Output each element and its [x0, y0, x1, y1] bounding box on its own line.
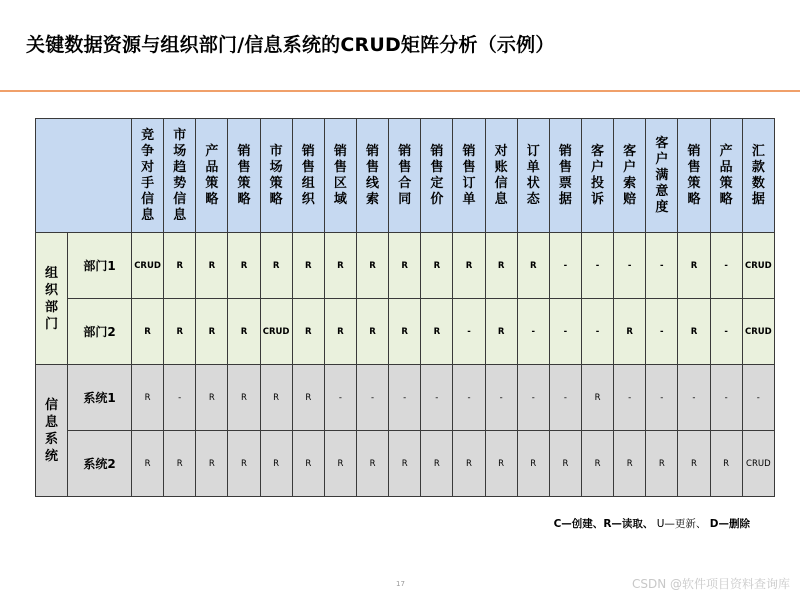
matrix-cell: R: [228, 431, 260, 497]
matrix-cell: -: [646, 233, 678, 299]
matrix-cell: R: [164, 431, 196, 497]
matrix-cell: -: [517, 365, 549, 431]
legend-delete: D—删除: [709, 518, 750, 530]
matrix-cell: -: [453, 365, 485, 431]
column-header: 产 品 策 略: [196, 119, 228, 233]
matrix-cell: -: [549, 233, 581, 299]
legend-update: U—更新、: [656, 518, 707, 530]
matrix-cell: -: [549, 299, 581, 365]
matrix-cell: R: [710, 431, 742, 497]
matrix-cell: R: [324, 233, 356, 299]
column-header: 客 户 索 赔: [614, 119, 646, 233]
matrix-cell: R: [389, 299, 421, 365]
column-header: 客 户 满 意 度: [646, 119, 678, 233]
table-row: [36, 233, 775, 299]
column-header: 产 品 策 略: [710, 119, 742, 233]
matrix-cell: CRUD: [260, 299, 292, 365]
matrix-cell: R: [196, 431, 228, 497]
matrix-cell: R: [164, 233, 196, 299]
matrix-cell: R: [453, 233, 485, 299]
group-label: 组 织 部 门: [36, 233, 68, 365]
matrix-cell: R: [292, 299, 324, 365]
column-header: 销 售 合 同: [389, 119, 421, 233]
matrix-cell: R: [132, 299, 164, 365]
watermark: CSDN @软件项目资料查询库: [631, 577, 790, 591]
page-title: 关键数据资源与组织部门/信息系统的CRUD矩阵分析（示例）: [26, 34, 555, 56]
matrix-cell: R: [517, 233, 549, 299]
row-label: 系统2: [68, 431, 132, 497]
matrix-cell: R: [614, 431, 646, 497]
matrix-cell: R: [196, 299, 228, 365]
column-header: 销 售 区 域: [324, 119, 356, 233]
matrix-cell: R: [614, 299, 646, 365]
matrix-cell: R: [164, 299, 196, 365]
matrix-cell: R: [389, 233, 421, 299]
group-label: 信 息 系 统: [36, 365, 68, 497]
matrix-cell: R: [196, 233, 228, 299]
matrix-cell: -: [581, 299, 613, 365]
column-header: 销 售 线 索: [356, 119, 388, 233]
legend-read: R—读取、: [603, 518, 654, 530]
matrix-cell: R: [389, 431, 421, 497]
table-row: [36, 431, 775, 497]
matrix-cell: -: [549, 365, 581, 431]
matrix-cell: -: [710, 233, 742, 299]
table-row: [36, 299, 775, 365]
matrix-cell: -: [646, 299, 678, 365]
matrix-cell: -: [164, 365, 196, 431]
matrix-cell: R: [356, 299, 388, 365]
matrix-cell: R: [228, 233, 260, 299]
column-header: 销 售 票 据: [549, 119, 581, 233]
matrix-cell: -: [646, 365, 678, 431]
matrix-cell: R: [292, 365, 324, 431]
matrix-cell: R: [228, 365, 260, 431]
matrix-cell: -: [614, 365, 646, 431]
matrix-cell: R: [678, 299, 710, 365]
column-header: 汇 款 数 据: [742, 119, 774, 233]
matrix-cell: R: [324, 431, 356, 497]
matrix-cell: R: [485, 299, 517, 365]
matrix-cell: R: [132, 365, 164, 431]
matrix-cell: -: [710, 299, 742, 365]
matrix-cell: CRUD: [742, 299, 774, 365]
column-header: 销 售 策 略: [678, 119, 710, 233]
matrix-cell: -: [614, 233, 646, 299]
column-header: 市 场 策 略: [260, 119, 292, 233]
column-header: 销 售 定 价: [421, 119, 453, 233]
corner-cell: [36, 119, 132, 233]
matrix-cell: R: [260, 365, 292, 431]
matrix-cell: R: [678, 431, 710, 497]
legend-create: C—创建、: [553, 518, 604, 530]
column-header: 订 单 状 态: [517, 119, 549, 233]
matrix-cell: -: [710, 365, 742, 431]
column-header: 销 售 策 略: [228, 119, 260, 233]
matrix-cell: CRUD: [742, 233, 774, 299]
column-header: 对 账 信 息: [485, 119, 517, 233]
matrix-cell: -: [678, 365, 710, 431]
matrix-cell: R: [485, 233, 517, 299]
matrix-cell: R: [356, 431, 388, 497]
column-header: 竞 争 对 手 信 息: [132, 119, 164, 233]
matrix-cell: CRUD: [742, 431, 774, 497]
row-label: 部门2: [68, 299, 132, 365]
matrix-cell: -: [742, 365, 774, 431]
matrix-cell: R: [132, 431, 164, 497]
matrix-cell: CRUD: [132, 233, 164, 299]
matrix-cell: R: [421, 233, 453, 299]
title-divider: [0, 90, 800, 92]
row-label: 部门1: [68, 233, 132, 299]
matrix-cell: R: [421, 431, 453, 497]
row-label: 系统1: [68, 365, 132, 431]
matrix-cell: R: [260, 431, 292, 497]
matrix-cell: R: [292, 233, 324, 299]
matrix-cell: R: [421, 299, 453, 365]
matrix-cell: R: [260, 233, 292, 299]
matrix-cell: -: [453, 299, 485, 365]
matrix-cell: R: [228, 299, 260, 365]
matrix-cell: -: [485, 365, 517, 431]
matrix-cell: -: [581, 233, 613, 299]
column-header: 销 售 订 单: [453, 119, 485, 233]
column-header: 客 户 投 诉: [581, 119, 613, 233]
column-header: 销 售 组 织: [292, 119, 324, 233]
matrix-cell: R: [485, 431, 517, 497]
matrix-cell: -: [389, 365, 421, 431]
matrix-cell: R: [453, 431, 485, 497]
matrix-cell: -: [421, 365, 453, 431]
matrix-cell: R: [196, 365, 228, 431]
matrix-cell: R: [678, 233, 710, 299]
matrix-cell: -: [324, 365, 356, 431]
legend: [554, 516, 750, 531]
matrix-cell: R: [324, 299, 356, 365]
matrix-cell: R: [581, 365, 613, 431]
page-number: 17: [396, 580, 405, 588]
crud-matrix-table: [35, 118, 775, 497]
matrix-cell: R: [646, 431, 678, 497]
matrix-cell: -: [517, 299, 549, 365]
header-row: [36, 119, 775, 233]
matrix-cell: R: [581, 431, 613, 497]
column-header: 市 场 趋 势 信 息: [164, 119, 196, 233]
matrix-cell: R: [549, 431, 581, 497]
matrix-cell: R: [356, 233, 388, 299]
table-row: [36, 365, 775, 431]
matrix-cell: R: [517, 431, 549, 497]
matrix-cell: -: [356, 365, 388, 431]
matrix-cell: R: [292, 431, 324, 497]
